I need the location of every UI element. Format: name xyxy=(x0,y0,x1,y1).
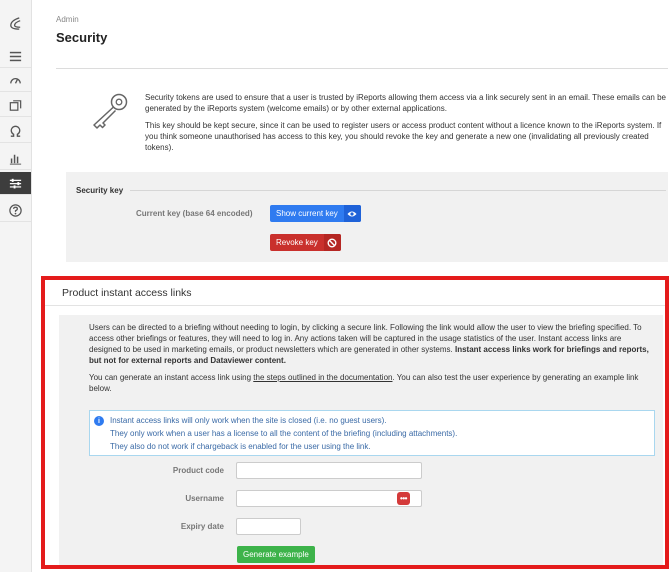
expiry-date-input[interactable] xyxy=(236,518,301,535)
expiry-date-label: Expiry date xyxy=(180,522,224,531)
logo-icon[interactable] xyxy=(0,12,31,35)
user-lookup-button[interactable]: ••• xyxy=(397,492,410,505)
bar-chart-icon[interactable] xyxy=(0,147,31,170)
username-input[interactable] xyxy=(236,490,422,507)
show-current-key-label: Show current key xyxy=(276,209,338,218)
notice-line: Instant access links will only work when the site is closed (i.e. no guest users). xyxy=(110,416,387,425)
revoke-key-label: Revoke key xyxy=(276,238,318,247)
current-key-label: Current key (base 64 encoded) xyxy=(136,209,253,218)
breadcrumb[interactable]: Admin xyxy=(56,15,79,24)
security-info-paragraph: Security tokens are used to ensure that a user is trusted by iReports allowing them access via a link securely sent in an email. These emails can be generated by the iReports system (welcome emails) or by other external applications. xyxy=(145,93,666,113)
instant-access-text: You can generate an instant access link using xyxy=(89,373,254,382)
info-icon: i xyxy=(94,416,104,426)
instant-access-text: Users can be directed to a briefing without needing to login, by clicking a secure link. Following the link would allow the user to view the briefing specified. To access other briefings or features, they will need to log in. Any actions taken will be captured in the usage statistics of the user. Instant access links are designed to be used in marketing emails, or product newsletters which are generated in other systems. xyxy=(89,323,642,354)
security-key-legend: Security key xyxy=(76,186,129,195)
instant-access-description xyxy=(89,322,655,400)
eye-icon xyxy=(344,205,361,222)
security-info-text xyxy=(145,92,667,159)
omega-icon[interactable] xyxy=(0,120,31,143)
divider xyxy=(45,305,665,306)
documentation-link[interactable]: the steps outlined in the documentation xyxy=(253,373,393,382)
settings-sliders-icon[interactable] xyxy=(0,172,31,195)
sidebar xyxy=(0,0,32,572)
product-code-input[interactable] xyxy=(236,462,422,479)
product-code-label: Product code xyxy=(172,466,224,475)
show-current-key-button[interactable] xyxy=(270,205,361,222)
menu-icon[interactable] xyxy=(0,45,31,68)
instant-access-title: Product instant access links xyxy=(62,287,192,299)
page-title: Security xyxy=(56,30,108,45)
instant-access-paragraph xyxy=(89,372,655,394)
revoke-key-button[interactable] xyxy=(270,234,341,251)
key-icon xyxy=(88,90,132,130)
legend-divider xyxy=(130,190,666,191)
notice-line: They only work when a user has a license to all the content of the briefing (including attachments). xyxy=(110,429,458,438)
security-info-paragraph: This key should be kept secure, since it can be used to register users or access product content without a licence known to the iReports system. If you think someone unauthorised has access to this key, you should revoke the key and generate a new one (invalidating all previously created tokens). xyxy=(145,121,662,152)
divider xyxy=(56,68,668,69)
dashboard-icon[interactable] xyxy=(0,69,31,92)
generate-example-button[interactable]: Generate example xyxy=(237,546,315,563)
copy-icon[interactable] xyxy=(0,94,31,117)
help-icon[interactable] xyxy=(0,199,31,222)
instant-access-paragraph xyxy=(89,322,655,366)
ban-icon xyxy=(324,234,341,251)
instant-access-text: . You can also test the user experience by generating an example link below. xyxy=(89,373,639,393)
notice-line: They also do not work if chargeback is enabled for the user using the link. xyxy=(110,442,371,451)
username-label: Username xyxy=(185,494,224,503)
instant-access-bold-text: Instant access links work for briefings and reports, but not for external reports and Dataviewer content. xyxy=(89,345,649,365)
